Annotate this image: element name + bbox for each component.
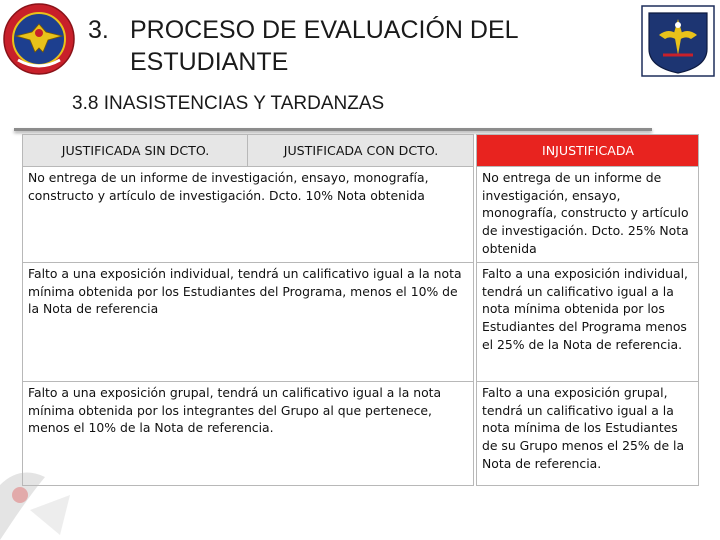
- cell-justificada: Falto a una exposición grupal, tendrá un calificativo igual a la nota mínima obtenida por los integrantes del Grupo al que pertenece, menos el 10% de la Nota de referencia.: [23, 382, 474, 486]
- table-row: [23, 167, 699, 263]
- page-title: [88, 14, 628, 78]
- cell-injustificada: Falto a una exposición grupal, tendrá un calificativo igual a la nota mínima de los Estudiantes de su Grupo menos el 25% de la Nota de referencia.: [477, 382, 699, 486]
- section-subtitle: 3.8 INASISTENCIAS Y TARDANZAS: [72, 93, 385, 114]
- title-line-1: PROCESO DE EVALUACIÓN DEL: [130, 16, 519, 44]
- shield-crest-icon: [641, 5, 715, 77]
- air-force-eagle-emblem-icon: [2, 2, 76, 76]
- title-line-2: ESTUDIANTE: [130, 48, 289, 76]
- table-row: [23, 263, 699, 382]
- header-justificada-con-dcto: JUSTIFICADA CON DCTO.: [248, 135, 474, 167]
- header-justificada-sin-dcto: JUSTIFICADA SIN DCTO.: [23, 135, 248, 167]
- absence-table: [22, 134, 699, 486]
- title-number: 3.: [88, 16, 109, 44]
- header-injustificada: INJUSTIFICADA: [477, 135, 699, 167]
- table-row: [23, 382, 699, 486]
- cell-injustificada: No entrega de un informe de investigación, ensayo, monografía, constructo y artículo de investigación. Dcto. 25% Nota obtenida: [477, 167, 699, 263]
- header-divider: [14, 128, 652, 131]
- cell-injustificada: Falto a una exposición individual, tendrá un calificativo igual a la nota mínima obtenida por los Estudiantes del Programa menos el 25% de la Nota de referencia.: [477, 263, 699, 382]
- cell-justificada: Falto a una exposición individual, tendrá un calificativo igual a la nota mínima obtenida por los Estudiantes del Programa, menos el 10% de la Nota de referencia: [23, 263, 474, 382]
- cell-justificada: No entrega de un informe de investigación, ensayo, monografía, constructo y artículo de investigación. Dcto. 10% Nota obtenida: [23, 167, 474, 263]
